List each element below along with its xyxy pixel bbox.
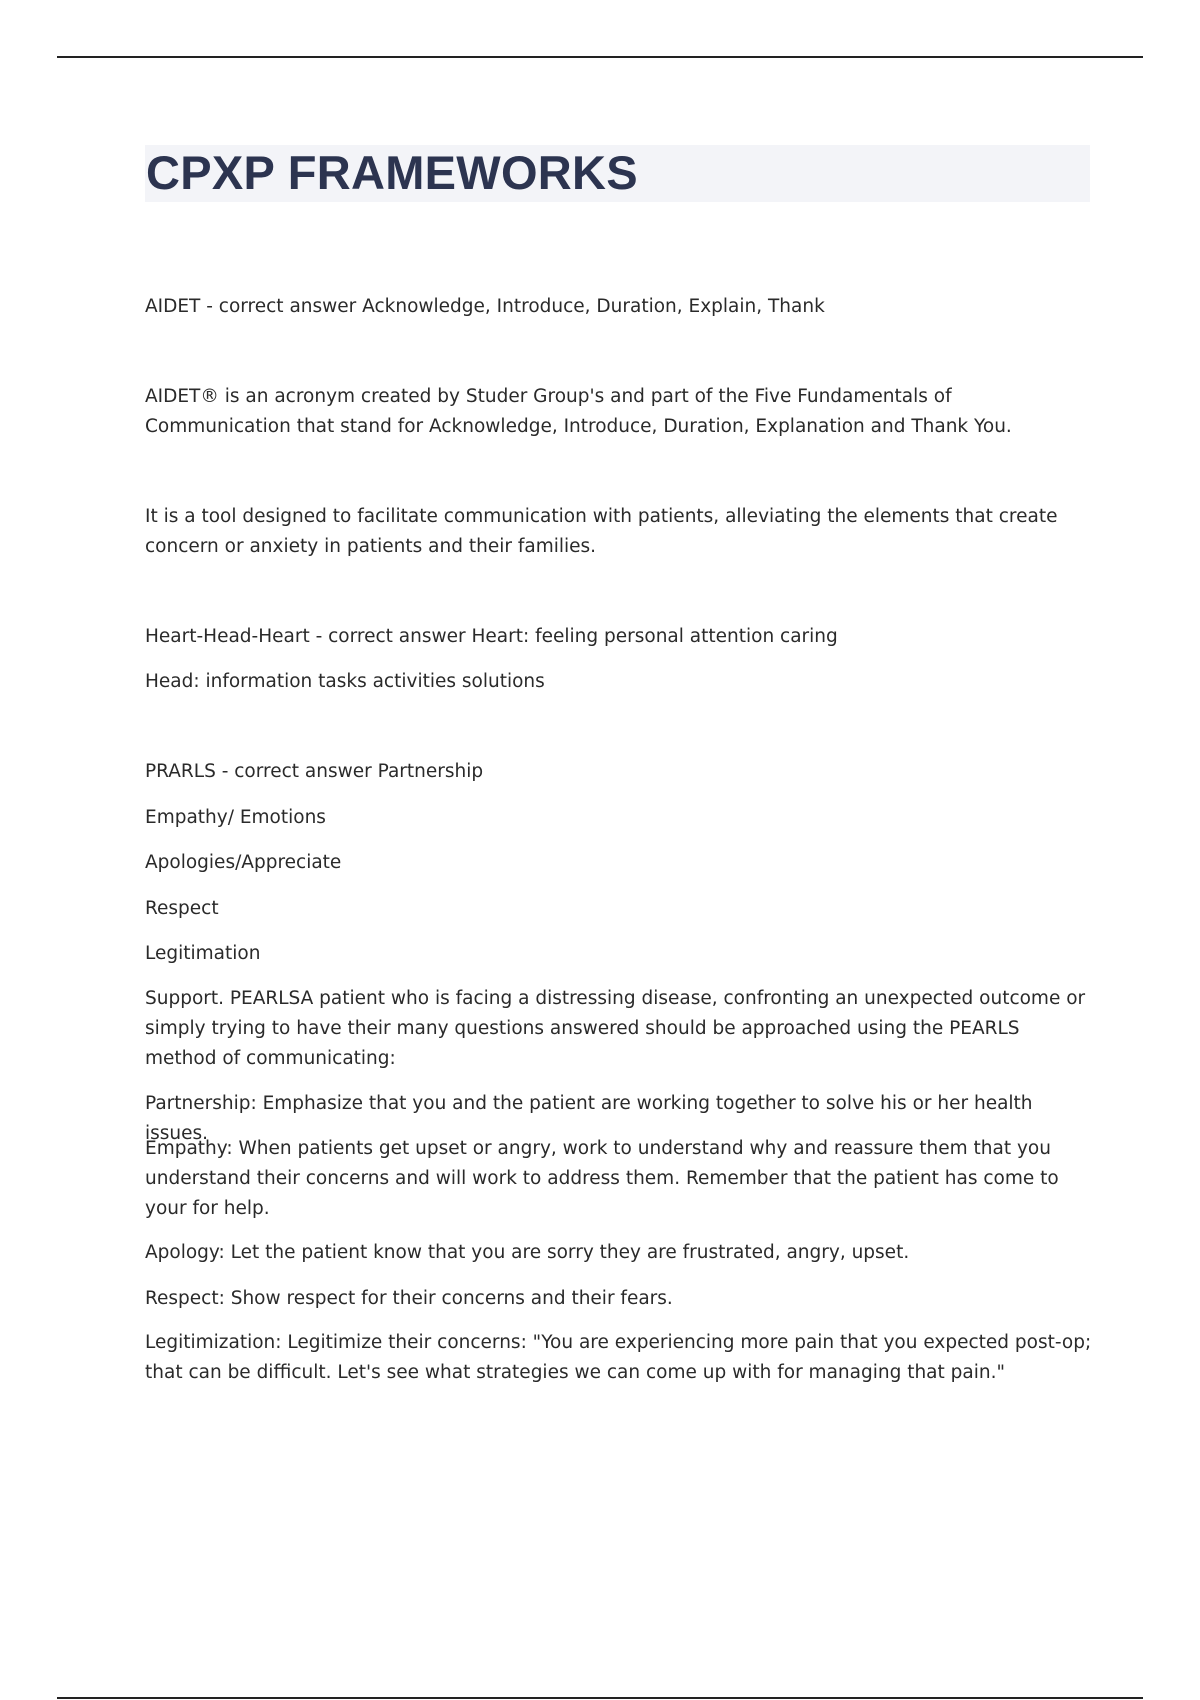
paragraph-respect: Respect	[145, 898, 219, 919]
paragraph-empathy: Empathy: When patients get upset or angry, work to understand why and reassure them that you understand their concerns and will work to address them. Remember that the patient has come to your for help.	[145, 1138, 1059, 1219]
paragraph-empathy-emotions: Empathy/ Emotions	[145, 807, 326, 828]
paragraph-legitimization: Legitimization: Legitimize their concerns: "You are experiencing more pain that you expected post-op; that can be difficult. Let's see what strategies we can come up with for managing that pain."	[145, 1332, 1092, 1383]
paragraph-heart-head-heart: Heart-Head-Heart - correct answer Heart: feeling personal attention caring	[145, 626, 838, 647]
paragraph-aidet-purpose: It is a tool designed to facilitate communication with patients, alleviating the elements that create concern or anxiety in patients and their families.	[145, 506, 1058, 557]
paragraph-support-pearls: Support. PEARLSA patient who is facing a distressing disease, confronting an unexpected outcome or simply trying to have their many questions answered should be approached using the PEARLS method of communicating:	[145, 988, 1086, 1069]
paragraph-apology: Apology: Let the patient know that you are sorry they are frustrated, angry, upset.	[145, 1242, 910, 1263]
paragraph-aidet-definition: AIDET® is an acronym created by Studer Group's and part of the Five Fundamentals of Communication that stand for Acknowledge, Introduce, Duration, Explanation and Thank You.	[145, 386, 1012, 437]
paragraph-partnership: Partnership: Emphasize that you and the patient are working together to solve his or her health issues.	[145, 1093, 1033, 1144]
paragraph-head: Head: information tasks activities solutions	[145, 671, 545, 692]
paragraph-aidet-answer: AIDET - correct answer Acknowledge, Introduce, Duration, Explain, Thank	[145, 296, 825, 317]
top-divider	[57, 56, 1143, 58]
paragraph-legitimation: Legitimation	[145, 943, 261, 964]
bottom-divider	[57, 1697, 1143, 1699]
paragraph-prarls: PRARLS - correct answer Partnership	[145, 761, 484, 782]
paragraph-respect-detail: Respect: Show respect for their concerns and their fears.	[145, 1288, 673, 1309]
page-title: CPXP FRAMEWORKS	[146, 146, 638, 199]
paragraph-apologies: Apologies/Appreciate	[145, 852, 342, 873]
